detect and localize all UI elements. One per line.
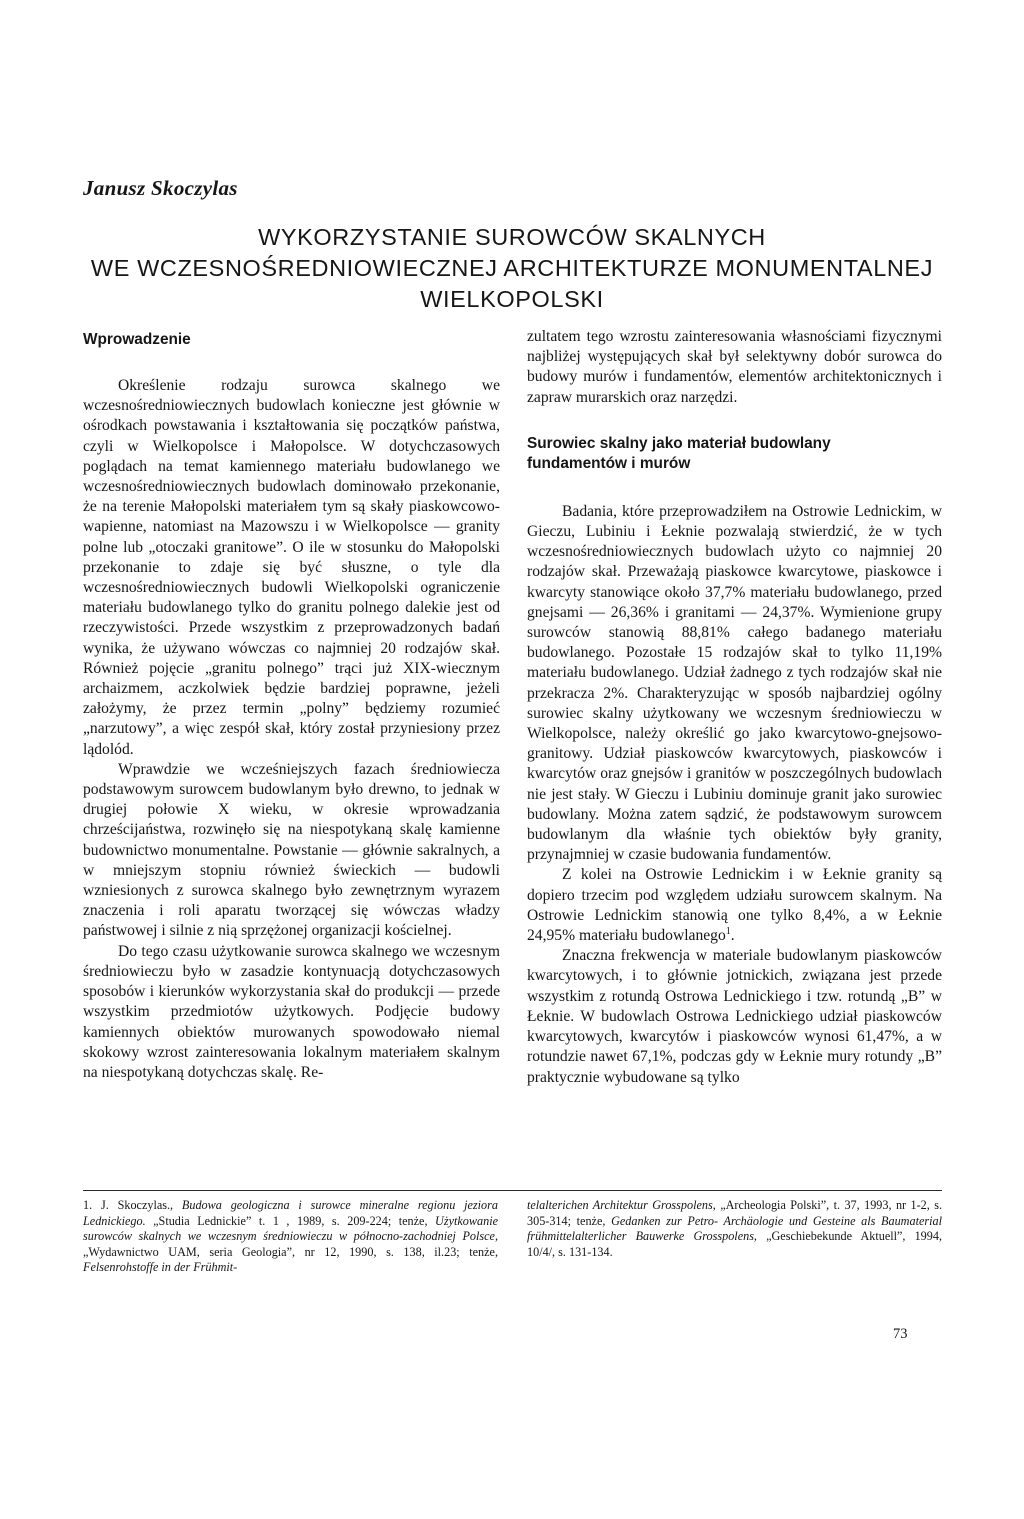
section-heading-materials (527, 434, 942, 474)
section-heading-intro: Wprowadzenie (83, 331, 191, 348)
footnote-part: Budowa geologiczna i surowce mineralne regionu jeziora Lednickiego. (83, 1198, 498, 1228)
left-column (83, 330, 500, 1083)
footnote-part: Gedanken zur Petro- Archäologie und Gesteine als Baumaterial frühmittelalterlicher Bauwerke Grosspolens, (527, 1213, 942, 1244)
article-title (83, 222, 941, 315)
footnote-part: Użytkowanie surowców skalnych we wczesnym średniowieczu w północno-zachodniej Polsce, (83, 1213, 498, 1244)
title-line: WYKORZYSTANIE SUROWCÓW SKALNYCH (258, 224, 766, 250)
footnote-part: „Studia Lednickie” t. 1 , 1989, s. 209-224; tenże, (145, 1213, 436, 1228)
footnote-divider (83, 1190, 942, 1191)
paragraph: zultatem tego wzrostu zainteresowania własnościami fizycznymi najbliżej występujących skał był selektywny dobór surowca do budowy murów i fundamentów, elementów architektonicznych i zapraw murarskich oraz narzędzi. (527, 328, 942, 406)
footnote-part: telalterichen Architektur Grosspolens, (527, 1198, 716, 1212)
heading-line: Surowiec skalny jako materiał budowlany (527, 434, 831, 452)
footnote-right (527, 1198, 942, 1260)
paragraph: Znaczna frekwencja w materiale budowlanym piaskowców kwarcytowych, i to głównie jotnickich, związana jest przede wszystkim z rotundą Ostrowa Lednickiego i tzw. rotundą „B” w Łeknie. W budowlach Ostrowa Lednickiego udział piaskowców kwarcytowych, kwarcytów i piaskowców wynosi 61,47%, a w rotundzie nawet 67,1%, podczas gdy w Łeknie mury rotundy „B” praktycznie wybudowane są tylko (527, 947, 942, 1086)
heading-line: fundamentów i murów (527, 454, 691, 472)
author-name: Janusz Skoczylas (83, 176, 238, 200)
footnote-text (83, 1198, 498, 1276)
right-column (527, 327, 942, 1088)
footnote-part: Felsenrohstoffe in der Frühmit- (83, 1260, 238, 1275)
title-line: WIELKOPOLSKI (420, 286, 604, 312)
paragraph: Badania, które przeprowadziłem na Ostrowie Lednickim, w Gieczu, Lubiniu i Łeknie pozwalają stwierdzić, że w tych wczesnośredniowiecznych budowlach użyto co najmniej 20 rodzajów skał. Przeważają piaskowce kwarcytowe, piaskowce i kwarcyty stanowiące około 37,7% materiału budowlanego, przed gnejsami — 26,36% i granitami — 24,37%. Wymienione grupy surowców stanowią 88,81% całego badanego materiału budowlanego. Pozostałe 15 rodzajów skał to tylko 11,19% materiału budowlanego. Udział żadnego z tych rodzajów skał nie przekracza 2%. Charakteryzując w sposób najbardziej ogólny surowiec skalny użytkowany we wczesnym średniowieczu w Wielkopolsce, należy określić go jako kwarcytowo-gnejsowo-granitowy. Udział piaskowców kwarcytowych, piaskowców i kwarcytów oraz gnejsów i granitów w poszczególnych budowlach nie jest stały. W Gieczu i Lubiniu dominuje granit jako surowiec budowlany. Można zatem sądzić, że podstawowym surowcem budowlanym dla właśnie tych obiektów były granity, przynajmniej w czasie budowania fundamentów. (527, 502, 942, 864)
paragraph: Z kolei na Ostrowie Lednickim i w Łeknie granity są dopiero trzecim pod względem udziału surowcem skalnym. Na Ostrowie Lednickim stanowią one tylko 8,4%, a w Łeknie 24,95% materiału budowlanego$^1$. (527, 866, 942, 945)
footnote-part: „Geschiebekunde Aktuell”, 1994, 10/4/, s. 131-134. (527, 1229, 942, 1259)
footnote-ref[interactable]: 1 (725, 925, 731, 937)
footnote-part: 1. J. Skoczylas., (83, 1198, 182, 1212)
page-number: 73 (893, 1326, 908, 1342)
paragraph: Do tego czasu użytkowanie surowca skalnego we wczesnym średniowieczu było w zasadzie kontynuacją dotychczasowych sposobów i kierunków wykorzystania skał do produkcji — przede wszystkim przedmiotów użytkowych. Podjęcie budowy kamiennych obiektów murowanych spowodowało niemal skokowy wzrost zainteresowania lokalnym materiałem skalnym na niespotykaną dotychczas skalę. Re- (83, 942, 500, 1081)
footnote-part: „Archeologia Polski”, t. 37, 1993, nr 1-2, s. 305-314; tenże, (527, 1198, 943, 1228)
footnote-text (527, 1198, 942, 1260)
paragraph-text: Z kolei na Ostrowie Lednickim i w Łeknie granity są dopiero trzecim pod względem udziału surowcem skalnym. Na Ostrowie Lednickim stanowią one tylko 8,4%, a w Łeknie 24,95% materiału budowlanego (527, 866, 942, 945)
title-line: WE WCZESNOŚREDNIOWIECZNEJ ARCHITEKTURZE MONUMENTALNEJ (90, 255, 934, 281)
footnote-part: „Wydawnictwo UAM, seria Geologia”, nr 12, 1990, s. 138, il.23; tenże, (83, 1244, 498, 1259)
paragraph: Wprawdzie we wcześniejszych fazach średniowiecza podstawowym surowcem budowlanym było drewno, to jednak w drugiej połowie X wieku, w okresie wprowadzania chrześcijaństwa, rozwinęło się na niespotykaną skalę kamienne budownictwo monumentalne. Powstanie — głównie sakralnych, a w mniejszym stopniu również świeckich — budowli wzniesionych z surowca skalnego było zewnętrznym wyrazem znaczenia i roli aparatu tworzącej się wówczas władzy państwowej i silnie z nią sprzężonej organizacji kościelnej. (83, 760, 500, 940)
paragraph: Określenie rodzaju surowca skalnego we wczesnośredniowiecznych budowlach konieczne jest głównie w ośrodkach powstawania i kształtowania się początków państwa, czyli w Wielkopolsce i Małopolsce. W dotychczasowych poglądach na temat kamiennego materiału budowlanego we wczesnośredniowiecznych budowlach dominowało przekonanie, że na terenie Małopolski materiałem tym są skały piaskowcowo-wapienne, natomiast na Mazowszu i w Wielkopolsce — granity polne lub „otoczaki granitowe”. O ile w stosunku do Małopolski przekonanie to zdaje się być słuszne, o tyle dla wczesnośredniowiecznych budowli Wielkopolski ograniczenie materiału budowlanego tylko do granitu polnego dalekie jest od rzeczywistości. Przede wszystkim z przeprowadzonych badań wynika, że używano wówczas co najmniej 20 rodzajów skał. Również pojęcie „granitu polnego” trąci już XIX-wiecznym archaizmem, aczkolwiek będzie bardziej poprawne, jeżeli założymy, że przez termin „polny” będziemy rozumieć „narzutowy”, a więc zespół skał, który został przyniesiony przez lądolód. (83, 377, 500, 758)
footnote-left (83, 1198, 498, 1276)
